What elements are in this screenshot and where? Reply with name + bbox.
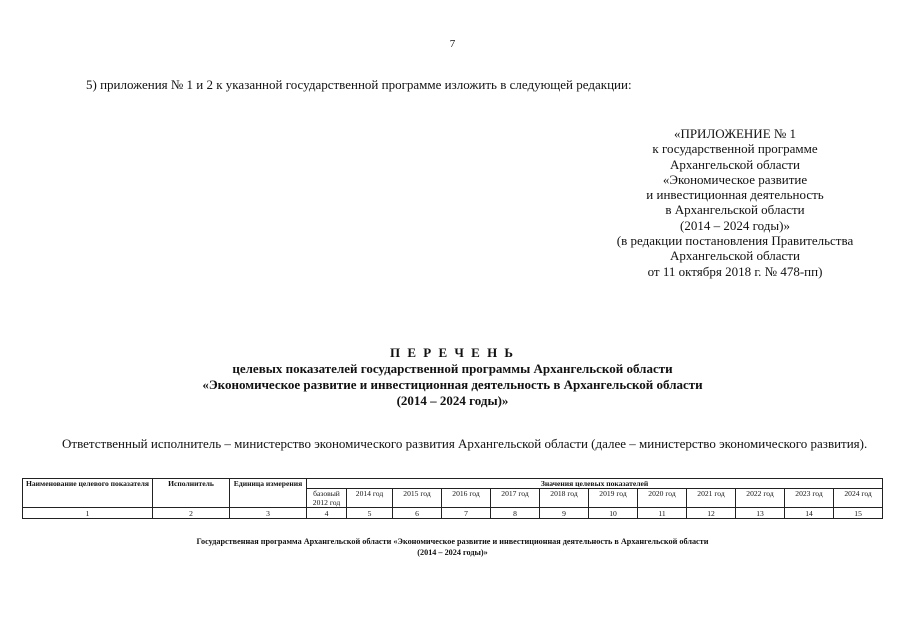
title-line: «Экономическое развитие и инвестиционная деятельность в Архангельской области	[202, 377, 703, 392]
indicators-table	[22, 478, 883, 519]
column-number: 14	[785, 508, 834, 519]
header-year: 2023 год	[785, 489, 834, 508]
header-values: Значения целевых показателей	[307, 479, 883, 489]
table-row	[23, 508, 883, 519]
column-number: 15	[834, 508, 883, 519]
column-number: 13	[736, 508, 785, 519]
title-line: целевых показателей государственной программы Архангельской области	[232, 361, 673, 376]
amendment-intro: 5) приложения № 1 и 2 к указанной государственной программе изложить в следующей редакции:	[86, 77, 632, 92]
header-year: 2015 год	[393, 489, 442, 508]
appendix-line: Архангельской области	[670, 156, 800, 172]
header-year: 2020 год	[638, 489, 687, 508]
header-unit: Единица измерения	[230, 479, 307, 508]
appendix-line: Архангельской области	[670, 248, 800, 264]
appendix-line: (в редакции постановления Правительства	[616, 233, 854, 249]
column-number: 7	[442, 508, 491, 519]
appendix-line: «Экономическое развитие	[662, 171, 808, 187]
column-number: 5	[347, 508, 393, 519]
column-number: 8	[491, 508, 540, 519]
header-year: 2018 год	[540, 489, 589, 508]
section-title-line: Государственная программа Архангельской области «Экономическое развитие и инвестиционная деятельность в Архангельской области	[196, 537, 709, 546]
header-indicator: Наименование целевого показателя	[23, 479, 153, 508]
responsible-executor-text: Ответственный исполнитель – министерство экономического развития Архангельской области (далее – министерство экономического развития).	[62, 436, 868, 451]
header-year: 2019 год	[589, 489, 638, 508]
title-heading: П Е Р Е Ч Е Н Ь	[389, 345, 516, 360]
header-year: 2017 год	[491, 489, 540, 508]
program-section-title	[0, 536, 905, 558]
title-line: (2014 – 2024 годы)»	[396, 393, 509, 408]
header-year: 2014 год	[347, 489, 393, 508]
header-executor: Исполнитель	[153, 479, 230, 508]
table-header-row	[23, 479, 883, 489]
column-number: 3	[230, 508, 307, 519]
header-base-year: базовый 2012 год	[307, 489, 347, 508]
appendix-line: от 11 октября 2018 г. № 478-пп)	[647, 263, 823, 279]
header-year: 2022 год	[736, 489, 785, 508]
column-number: 6	[393, 508, 442, 519]
page-number: 7	[449, 38, 456, 50]
appendix-header	[570, 126, 900, 279]
appendix-line: (2014 – 2024 годы)»	[680, 217, 790, 233]
column-number: 10	[589, 508, 638, 519]
header-year: 2021 год	[687, 489, 736, 508]
header-year: 2024 год	[834, 489, 883, 508]
column-number: 9	[540, 508, 589, 519]
column-number: 4	[307, 508, 347, 519]
column-number: 1	[23, 508, 153, 519]
column-number: 2	[153, 508, 230, 519]
section-title-line: (2014 – 2024 годы)»	[417, 548, 488, 557]
appendix-line: и инвестиционная деятельность	[646, 187, 824, 203]
appendix-line: к государственной программе	[652, 141, 818, 157]
appendix-line: «ПРИЛОЖЕНИЕ № 1	[673, 126, 797, 141]
header-year: 2016 год	[442, 489, 491, 508]
appendix-line: в Архангельской области	[665, 202, 805, 218]
document-title	[0, 345, 905, 409]
column-number: 12	[687, 508, 736, 519]
column-number: 11	[638, 508, 687, 519]
